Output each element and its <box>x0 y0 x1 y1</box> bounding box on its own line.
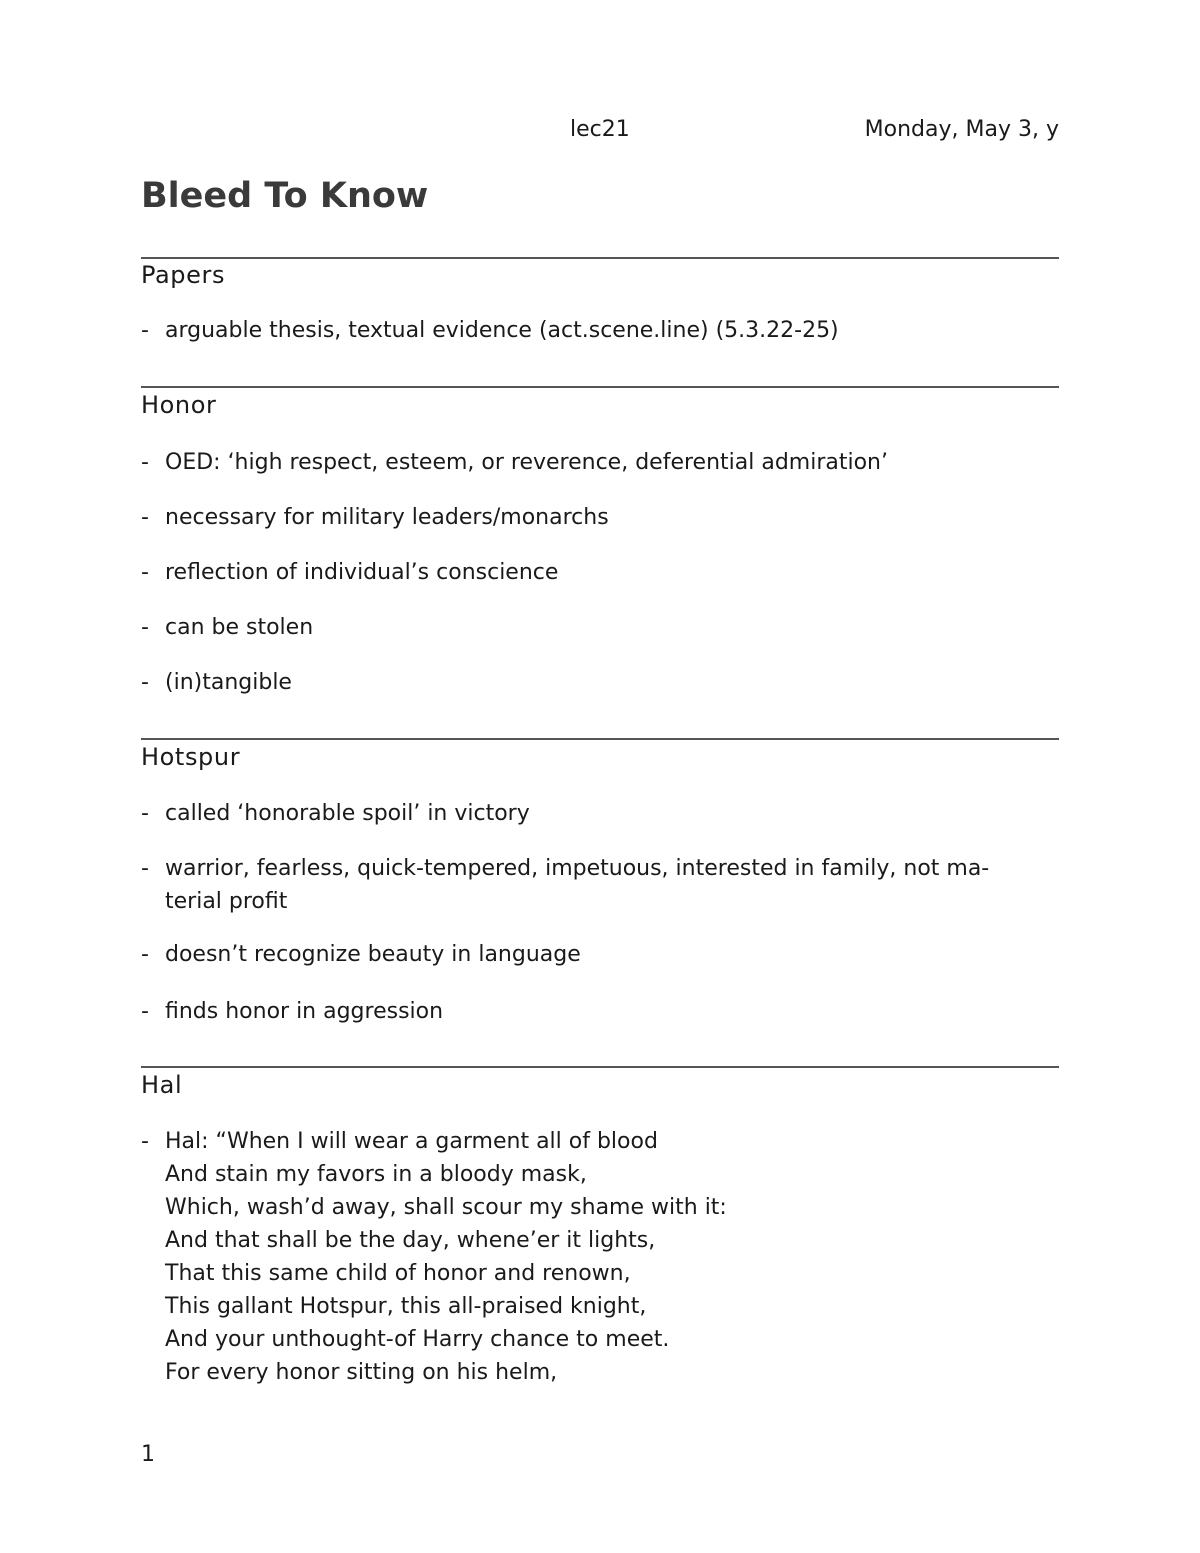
section-divider <box>141 386 1059 388</box>
list-item-text: necessary for military leaders/monarchs <box>165 505 609 530</box>
list-item <box>141 938 1051 971</box>
bullet-dash: - <box>141 942 149 967</box>
bullet-dash: - <box>141 999 149 1024</box>
list-item <box>141 852 1051 918</box>
list-item-text: Hal: “When I will wear a garment all of blood And stain my favors in a bloody mask, Which, wash’d away, shall scour my shame with it: And that shall be the day, whene’er it lights, That this same child of honor and renown, This gallant Hotspur, this all-praised knight, And your unthought-of Harry chance to meet. For every honor sitting on his helm, <box>165 1129 727 1385</box>
list-item <box>141 556 1051 589</box>
list-item-text: can be stolen <box>165 615 314 640</box>
bullet-dash: - <box>141 615 149 640</box>
section-divider <box>141 738 1059 740</box>
list-item-text: OED: ‘high respect, esteem, or reverence, deferential admiration’ <box>165 450 888 475</box>
list-item <box>141 446 1051 479</box>
bullet-dash: - <box>141 505 149 530</box>
list-item-text: warrior, fearless, quick-tempered, impetuous, interested in family, not ma- terial profit <box>165 856 990 914</box>
bullet-dash: - <box>141 801 149 826</box>
list-item-text: called ‘honorable spoil’ in victory <box>165 801 530 826</box>
bullet-dash: - <box>141 318 149 343</box>
list-item-text: (in)tangible <box>165 670 292 695</box>
section-divider <box>141 1066 1059 1068</box>
section-heading-hal: Hal <box>141 1071 183 1099</box>
document-name: lec21 <box>570 117 630 142</box>
bullet-dash: - <box>141 856 149 881</box>
list-item-text: reflection of individual’s conscience <box>165 560 559 585</box>
list-item <box>141 611 1051 644</box>
page-title: Bleed To Know <box>141 176 429 216</box>
document-date: Monday, May 3, y <box>864 117 1059 142</box>
section-heading-hotspur: Hotspur <box>141 743 241 771</box>
list-item <box>141 666 1051 699</box>
section-heading-honor: Honor <box>141 391 217 419</box>
list-item-text: finds honor in aggression <box>165 999 444 1024</box>
list-item <box>141 501 1051 534</box>
list-item <box>141 797 1051 830</box>
bullet-dash: - <box>141 450 149 475</box>
section-divider <box>141 257 1059 259</box>
list-item-text: arguable thesis, textual evidence (act.scene.line) (5.3.22-25) <box>165 318 839 343</box>
list-item <box>141 1125 1051 1389</box>
page-number: 1 <box>141 1442 155 1467</box>
section-heading-papers: Papers <box>141 261 226 289</box>
list-item-text: doesn’t recognize beauty in language <box>165 942 581 967</box>
bullet-dash: - <box>141 1129 149 1154</box>
list-item <box>141 314 1051 347</box>
bullet-dash: - <box>141 670 149 695</box>
bullet-dash: - <box>141 560 149 585</box>
list-item <box>141 995 1051 1028</box>
